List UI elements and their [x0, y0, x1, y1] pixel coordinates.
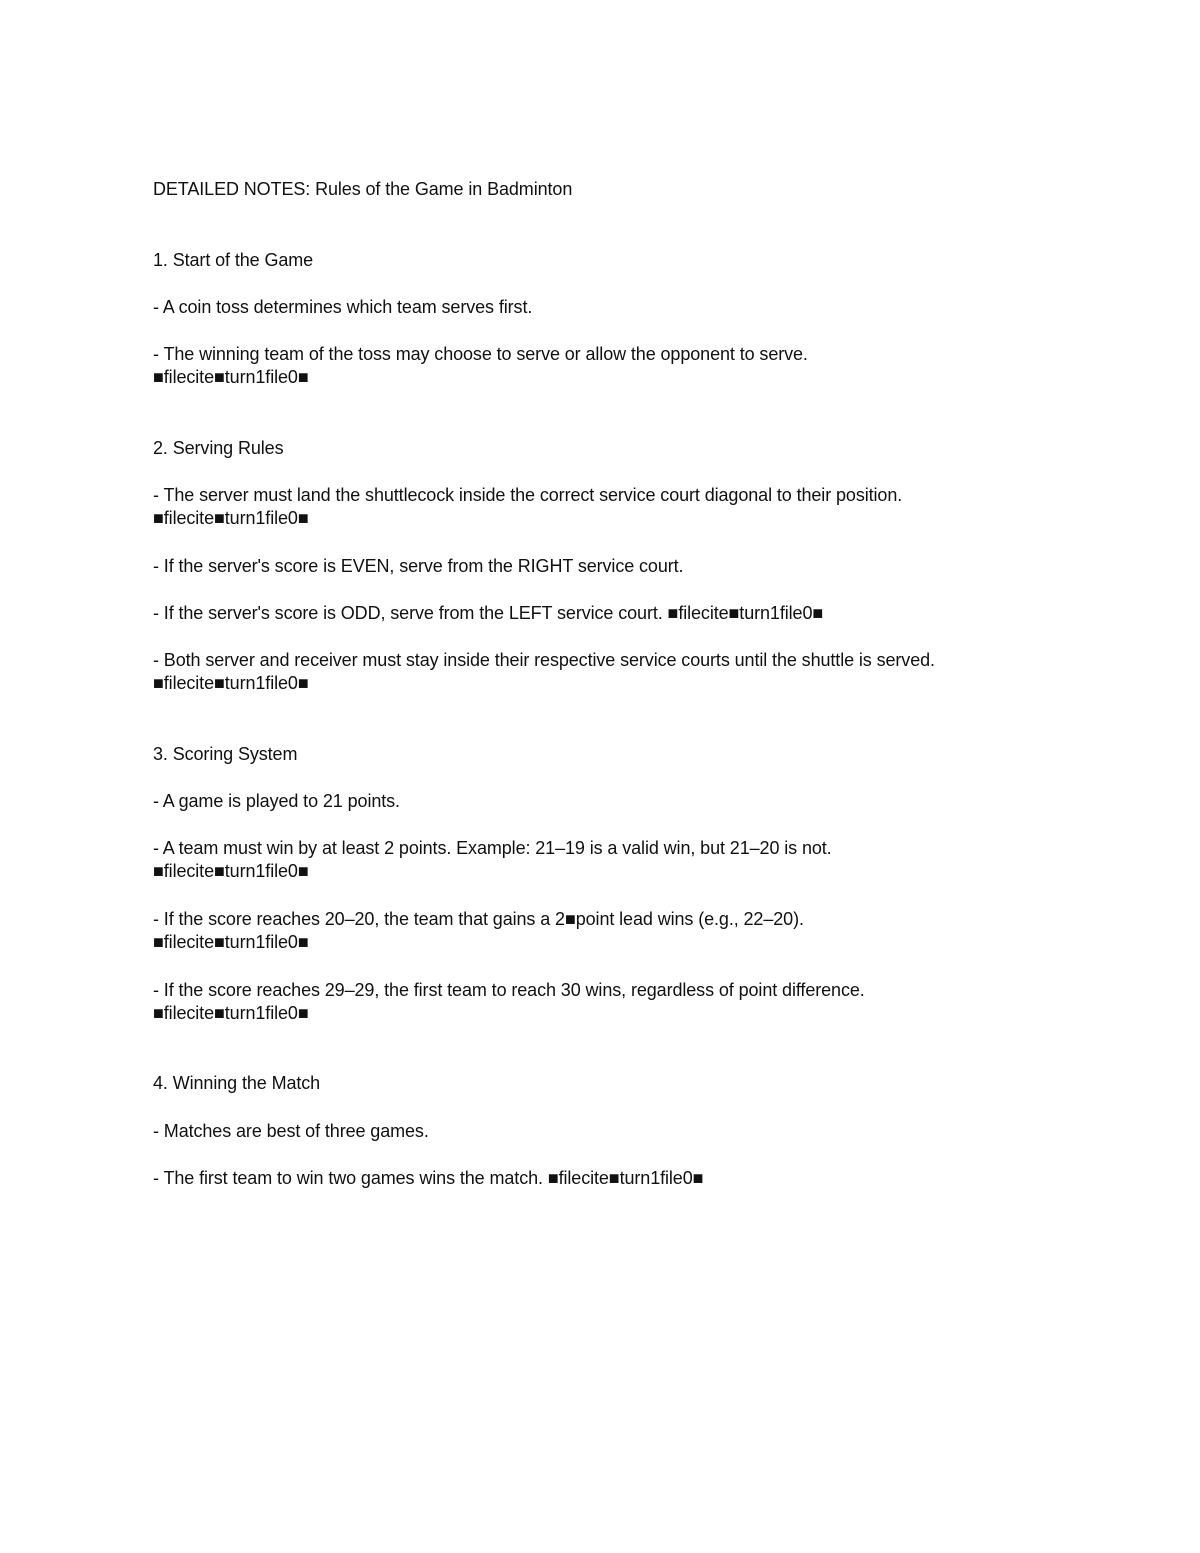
citation-marker: ■filecite■turn1file0■: [153, 1003, 309, 1023]
citation-marker: ■filecite■turn1file0■: [153, 367, 309, 387]
section-text: - If the server's score is EVEN, serve from the RIGHT service court.: [153, 556, 684, 576]
document-title: DETAILED NOTES: Rules of the Game in Badminton: [153, 179, 573, 199]
citation-marker: ■filecite■turn1file0■: [153, 932, 309, 952]
section-text: - A game is played to 21 points.: [153, 791, 400, 811]
section-heading: 3. Scoring System: [153, 744, 298, 764]
section-text: - A team must win by at least 2 points. Example: 21–19 is a valid win, but 21–20 is not.: [153, 838, 832, 858]
section-text: - Matches are best of three games.: [153, 1121, 429, 1141]
section-text: - The server must land the shuttlecock inside the correct service court diagonal to their position.: [153, 485, 903, 505]
section-heading: 1. Start of the Game: [153, 250, 314, 270]
section-text: - If the score reaches 29–29, the first team to reach 30 wins, regardless of point difference.: [153, 980, 865, 1000]
citation-marker: ■filecite■turn1file0■: [153, 508, 309, 528]
section-text: - A coin toss determines which team serves first.: [153, 297, 533, 317]
section-text: - The winning team of the toss may choose to serve or allow the opponent to serve.: [153, 344, 808, 364]
section-text: - The first team to win two games wins the match. ■filecite■turn1file0■: [153, 1168, 704, 1188]
citation-marker: ■filecite■turn1file0■: [153, 673, 309, 693]
section-heading: 2. Serving Rules: [153, 438, 284, 458]
citation-marker: ■filecite■turn1file0■: [153, 861, 309, 881]
section-text: - If the server's score is ODD, serve from the LEFT service court. ■filecite■turn1file0■: [153, 603, 824, 623]
section-text: - Both server and receiver must stay inside their respective service courts until the shuttle is served.: [153, 650, 935, 670]
section-heading: 4. Winning the Match: [153, 1073, 321, 1093]
section-text: - If the score reaches 20–20, the team that gains a 2■point lead wins (e.g., 22–20).: [153, 909, 804, 929]
